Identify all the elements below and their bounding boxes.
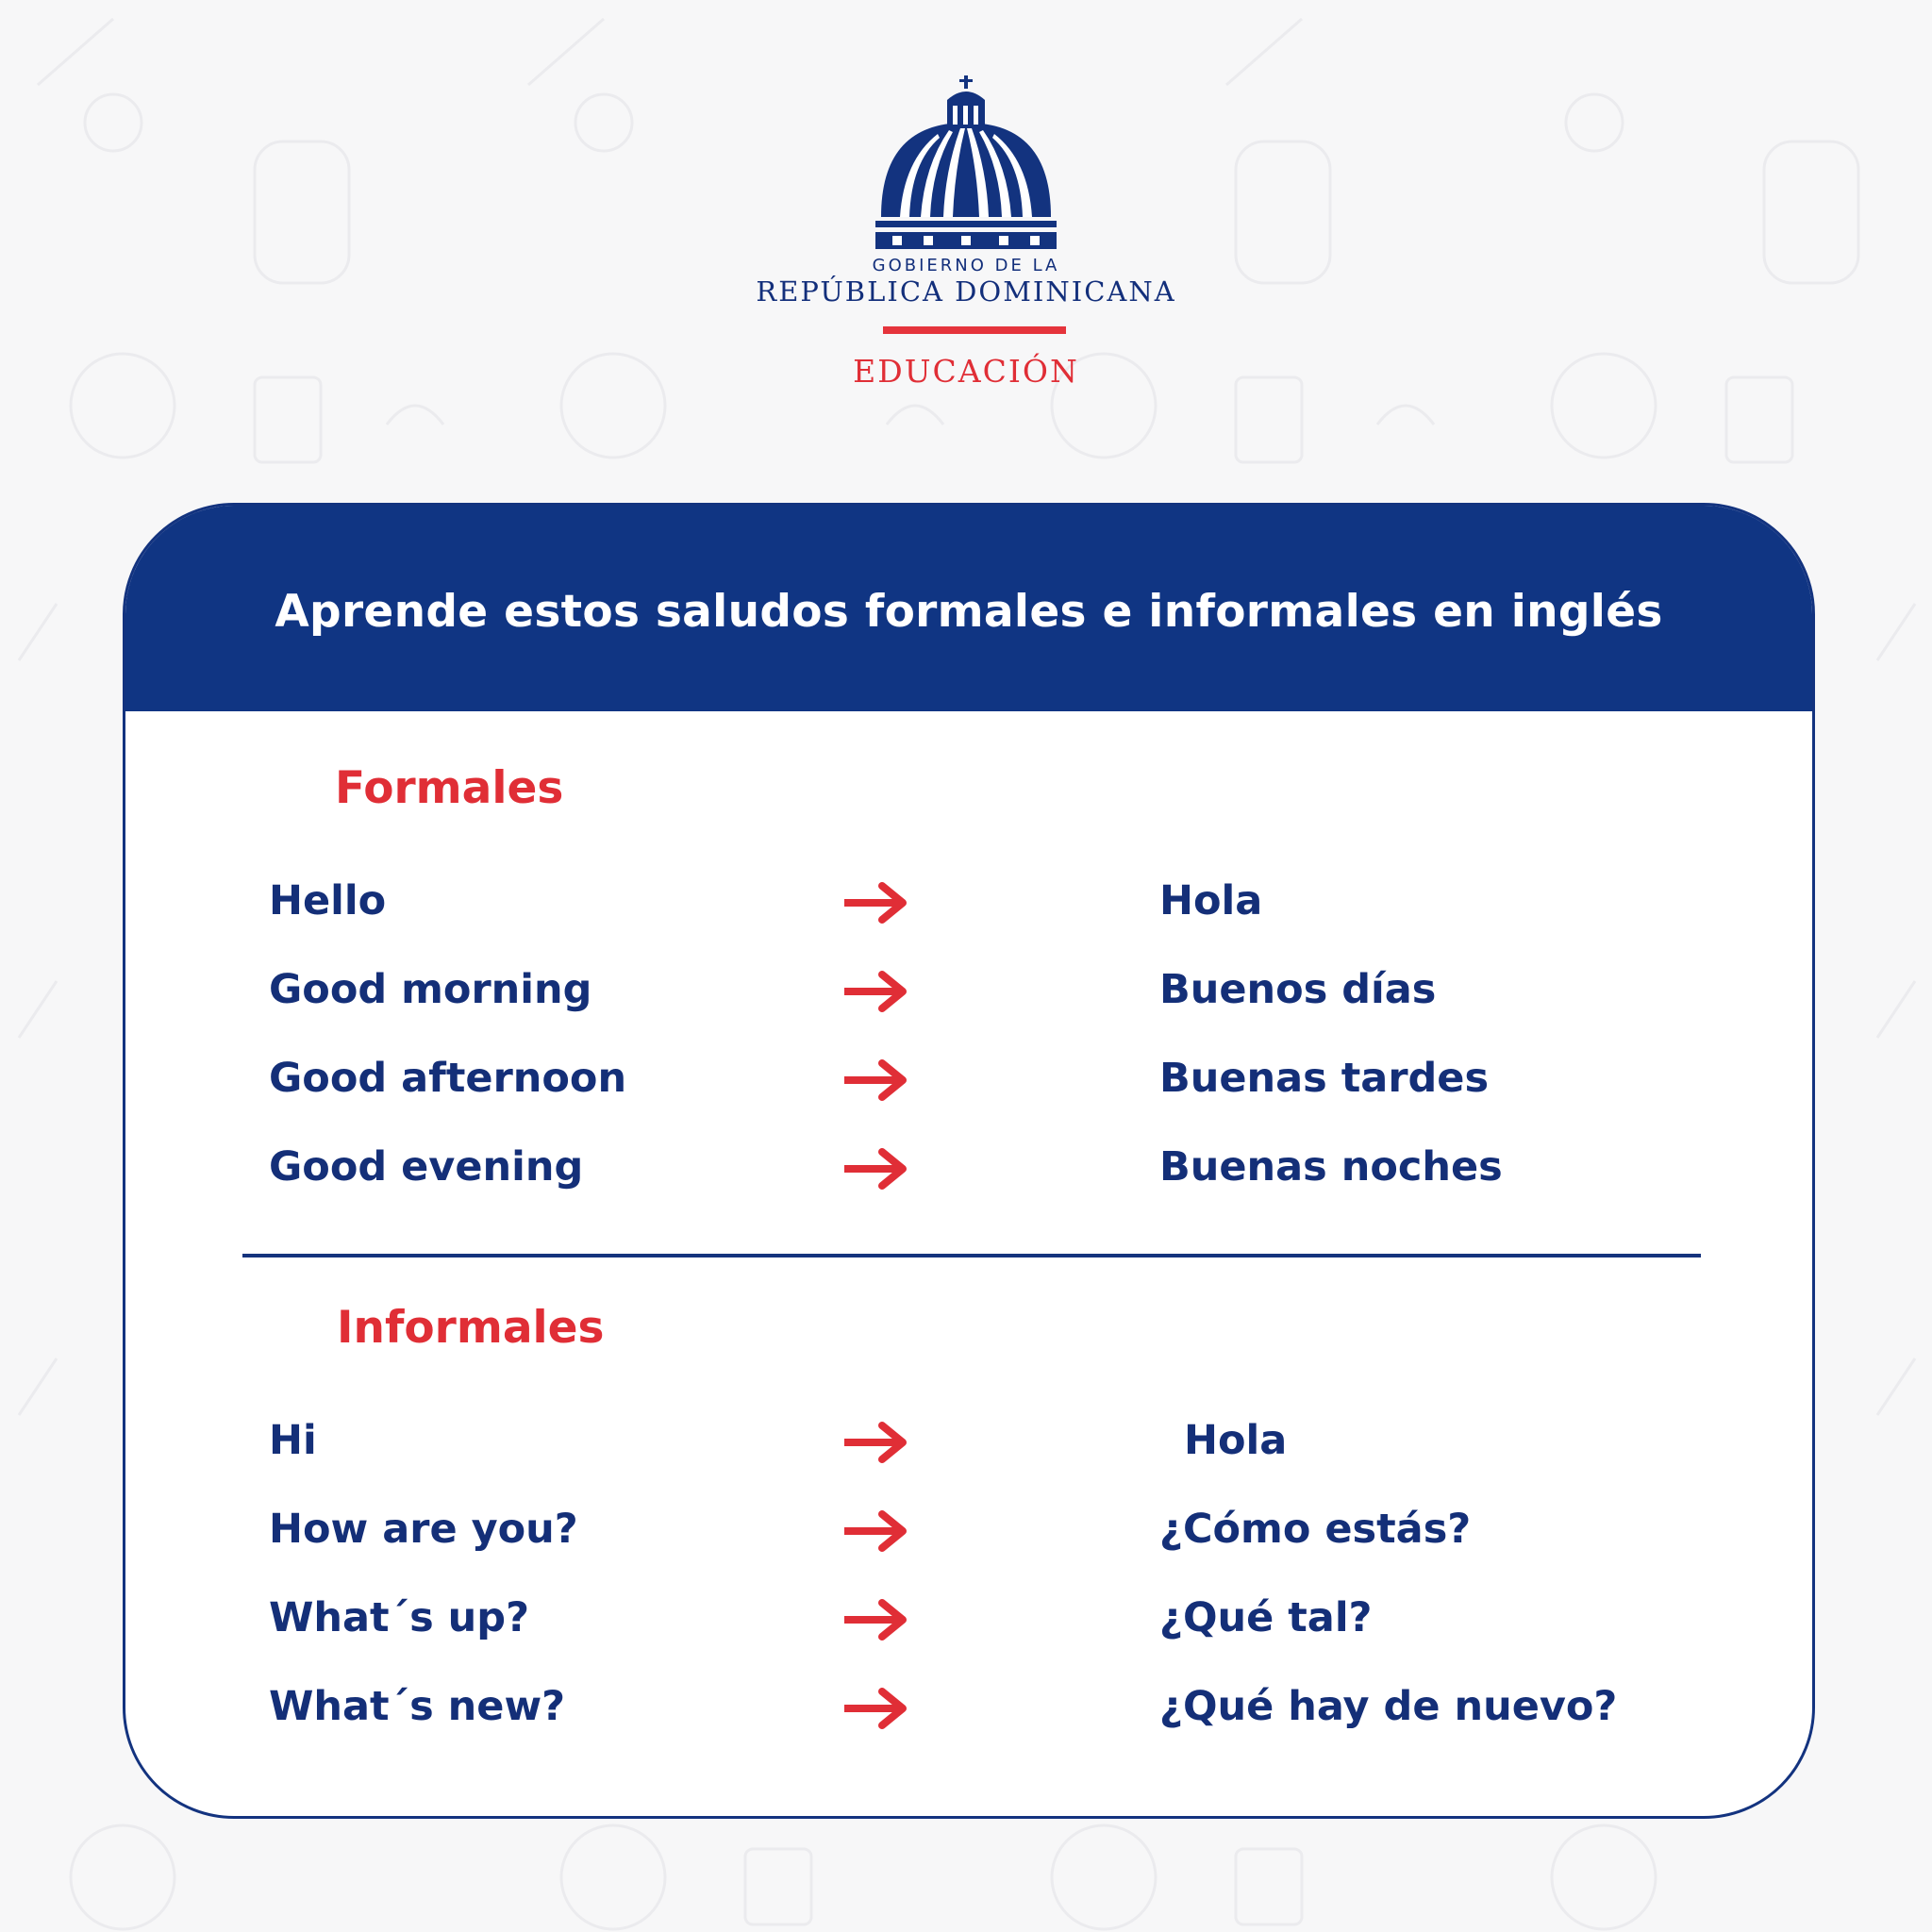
logo-line-gobierno: GOBIERNO DE LA	[872, 256, 1060, 275]
formal-row	[125, 1045, 1812, 1111]
spanish-greeting: ¿Cómo estás?	[1159, 1506, 1472, 1553]
arrow-right-icon	[844, 1510, 910, 1552]
formal-heading: Formales	[335, 762, 564, 814]
card-title: Aprende estos saludos formales e informales en inglés	[275, 585, 1663, 638]
english-greeting: Hi	[269, 1417, 317, 1464]
formal-row	[125, 868, 1812, 934]
logo-red-rule	[883, 326, 1066, 334]
formal-row	[125, 957, 1812, 1023]
logo-line-republica: REPÚBLICA DOMINICANA	[756, 275, 1176, 308]
informal-row	[125, 1407, 1812, 1474]
informal-row	[125, 1585, 1812, 1651]
arrow-right-icon	[844, 882, 910, 924]
spanish-greeting: Buenas noches	[1159, 1143, 1503, 1191]
english-greeting: Good afternoon	[269, 1055, 627, 1102]
spanish-greeting: Hola	[1184, 1417, 1288, 1464]
english-greeting: Hello	[269, 877, 387, 924]
english-greeting: Good evening	[269, 1143, 584, 1191]
spanish-greeting: ¿Qué tal?	[1159, 1594, 1373, 1641]
arrow-right-icon	[844, 1059, 910, 1101]
logo-line-educacion: EDUCACIÓN	[853, 353, 1079, 390]
spanish-greeting: Buenas tardes	[1159, 1055, 1490, 1102]
arrow-right-icon	[844, 1688, 910, 1729]
english-greeting: What´s up?	[269, 1594, 530, 1641]
informal-row	[125, 1496, 1812, 1562]
spanish-greeting: Hola	[1159, 877, 1263, 924]
dome-icon	[872, 75, 1060, 250]
informal-heading: Informales	[337, 1302, 605, 1354]
english-greeting: What´s new?	[269, 1683, 566, 1730]
arrow-right-icon	[844, 971, 910, 1012]
section-divider	[242, 1254, 1701, 1257]
spanish-greeting: ¿Qué hay de nuevo?	[1159, 1683, 1618, 1730]
informal-row	[125, 1674, 1812, 1740]
arrow-right-icon	[844, 1148, 910, 1190]
government-logo	[0, 75, 1932, 250]
arrow-right-icon	[844, 1422, 910, 1463]
arrow-right-icon	[844, 1599, 910, 1641]
english-greeting: How are you?	[269, 1506, 578, 1553]
spanish-greeting: Buenos días	[1159, 966, 1437, 1013]
formal-row	[125, 1134, 1812, 1200]
greetings-card	[123, 503, 1815, 1819]
english-greeting: Good morning	[269, 966, 592, 1013]
card-header	[125, 506, 1812, 711]
